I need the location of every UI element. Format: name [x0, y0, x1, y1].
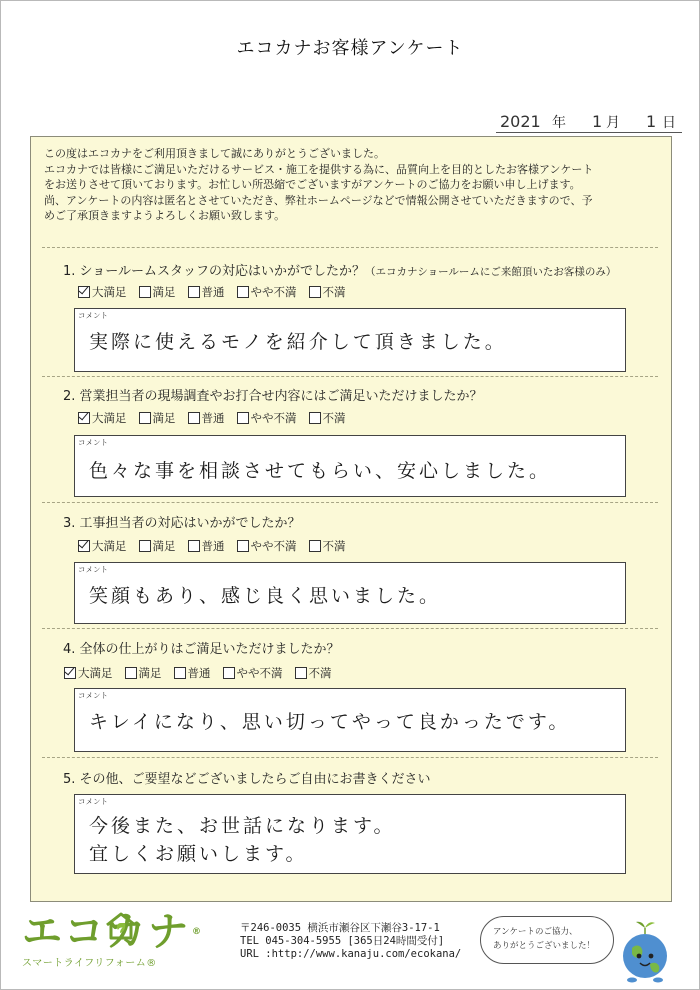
bubble-line: アンケートのご協力、 [493, 927, 578, 937]
question-5-comment-box[interactable] [74, 794, 626, 874]
option-label: 普通 [201, 411, 225, 425]
question-1-comment: 実際に使えるモノを紹介して頂きました。 [89, 331, 507, 353]
checkbox-icon[interactable] [188, 286, 200, 298]
question-2 [63, 385, 483, 404]
logo-tagline: スマートライフリフォーム® [22, 958, 157, 969]
option-5[interactable] [309, 538, 346, 554]
date-year: 2021 [500, 112, 541, 131]
checkbox-icon[interactable] [295, 667, 307, 679]
date-day-label: 日 [662, 115, 676, 131]
bubble-text [493, 925, 595, 953]
option-label: 満足 [152, 285, 176, 299]
question-2-comment-box[interactable] [74, 435, 626, 497]
section-divider [42, 757, 658, 758]
question-1-options [78, 284, 346, 300]
company-address [240, 922, 461, 961]
question-4-comment-box[interactable] [74, 688, 626, 752]
checkbox-icon[interactable] [309, 286, 321, 298]
bubble-line: ありがとうございました！ [493, 941, 596, 951]
intro-text [44, 146, 664, 224]
checkbox-icon[interactable] [237, 286, 249, 298]
question-4-text: 4. 全体の仕上がりはご満足いただけましたか？ [63, 642, 340, 657]
option-5[interactable] [295, 665, 332, 681]
option-4[interactable] [223, 665, 283, 681]
checkbox-icon[interactable] [64, 667, 76, 679]
tel-line: TEL 045-304-5955 [365日24時間受付] [240, 935, 445, 947]
option-label: 普通 [187, 666, 211, 680]
question-4 [63, 638, 340, 657]
checkbox-icon[interactable] [188, 540, 200, 552]
checkbox-icon[interactable] [309, 540, 321, 552]
checkbox-icon[interactable] [188, 412, 200, 424]
logo-registered-mark: ® [192, 927, 203, 937]
comment-label: コメント [78, 565, 108, 574]
checkbox-icon[interactable] [174, 667, 186, 679]
option-1[interactable] [78, 538, 127, 554]
question-1 [63, 260, 616, 279]
question-2-comment: 色々な事を相談させてもらい、安心しました。 [89, 460, 552, 482]
checkbox-icon[interactable] [125, 667, 137, 679]
logo-text: エコカナ [22, 909, 190, 955]
question-3-text: 3. 工事担当者の対応はいかがでしたか？ [63, 516, 301, 531]
question-1-note: （エコカナショールームにご来館頂いたお客様のみ） [365, 266, 617, 278]
comment-label: コメント [78, 797, 108, 806]
address-line: 〒246-0035 横浜市瀬谷区下瀬谷3-17-1 [240, 922, 440, 934]
page-title: エコカナお客様アンケート [236, 38, 464, 59]
option-4[interactable] [237, 284, 297, 300]
section-divider [42, 247, 658, 248]
intro-line: エコカナでは皆様にご満足いただけるサービス・施工を提供する為に、品質向上を目的としたお客様アンケート [44, 162, 594, 176]
option-label: 満足 [138, 666, 162, 680]
comment-label: コメント [78, 691, 108, 700]
option-label: やや不満 [250, 411, 297, 425]
checkbox-icon[interactable] [139, 412, 151, 424]
intro-line: 尚、アンケートの内容は匿名とさせていただき、弊社ホームページなどで情報公開させていただきますので、予 [44, 193, 593, 207]
comment-label: コメント [78, 438, 108, 447]
date-day: 1 [646, 112, 657, 131]
date-month-label: 月 [606, 115, 620, 131]
house-icon [104, 911, 138, 941]
question-5-text: 5. その他、ご要望などございましたらご自由にお書きください [63, 772, 431, 787]
option-3[interactable] [188, 538, 225, 554]
question-5-comment-line-2: 宜しくお願いします。 [89, 843, 308, 865]
checkbox-icon[interactable] [237, 412, 249, 424]
option-2[interactable] [139, 284, 176, 300]
option-3[interactable] [174, 665, 211, 681]
date-field [496, 108, 682, 133]
thanks-speech-bubble [480, 916, 614, 964]
option-label: 大満足 [78, 666, 113, 680]
question-4-options [64, 665, 332, 681]
section-divider [42, 628, 658, 629]
option-5[interactable] [309, 410, 346, 426]
question-3 [63, 512, 301, 531]
checkbox-icon[interactable] [78, 286, 90, 298]
question-3-comment: 笑顔もあり、感じ良く思いました。 [89, 585, 442, 607]
option-label: 不満 [322, 411, 346, 425]
option-label: 不満 [322, 285, 346, 299]
intro-line: めご了承頂きますようよろしくお願い致します。 [44, 209, 286, 222]
option-4[interactable] [237, 410, 297, 426]
question-3-options [78, 538, 346, 554]
intro-line: この度はエコカナをご利用頂きまして誠にありがとうございました。 [44, 147, 385, 160]
option-1[interactable] [78, 410, 127, 426]
option-label: 普通 [201, 285, 225, 299]
section-divider [42, 376, 658, 377]
question-3-comment-box[interactable] [74, 562, 626, 624]
option-1[interactable] [78, 284, 127, 300]
option-2[interactable] [139, 410, 176, 426]
question-2-text: 2. 営業担当者の現場調査やお打合せ内容にはご満足いただけましたか？ [63, 389, 483, 404]
option-5[interactable] [309, 284, 346, 300]
checkbox-icon[interactable] [309, 412, 321, 424]
option-label: 満足 [152, 539, 176, 553]
option-4[interactable] [237, 538, 297, 554]
option-3[interactable] [188, 284, 225, 300]
section-divider [42, 502, 658, 503]
question-2-options [78, 410, 346, 426]
url-line: URL :http://www.kanaju.com/ecokana/ [240, 948, 462, 960]
question-1-text: 1. ショールームスタッフの対応はいかがでしたか？ [63, 264, 366, 279]
earth-mascot-icon [614, 918, 676, 984]
checkbox-icon[interactable] [237, 540, 249, 552]
question-1-comment-box[interactable] [74, 308, 626, 372]
intro-line: をお送りさせて頂いております。お忙しい所恐縮でございますがアンケートのご協力をお願い申し上げます。 [44, 178, 581, 191]
option-label: やや不満 [250, 539, 297, 553]
checkbox-icon[interactable] [139, 540, 151, 552]
option-label: 不満 [308, 666, 332, 680]
option-3[interactable] [188, 410, 225, 426]
date-year-label: 年 [552, 115, 566, 131]
option-2[interactable] [125, 665, 162, 681]
checkbox-icon[interactable] [139, 286, 151, 298]
option-2[interactable] [139, 538, 176, 554]
comment-label: コメント [78, 311, 108, 320]
question-5-comment-line-1: 今後また、お世話になります。 [89, 815, 396, 837]
option-label: やや不満 [236, 666, 283, 680]
option-label: 普通 [201, 539, 225, 553]
option-label: 大満足 [92, 285, 127, 299]
option-label: やや不満 [250, 285, 297, 299]
option-label: 大満足 [92, 539, 127, 553]
option-label: 大満足 [92, 411, 127, 425]
checkbox-icon[interactable] [223, 667, 235, 679]
question-5 [63, 768, 431, 787]
checkbox-icon[interactable] [78, 540, 90, 552]
question-4-comment: キレイになり、思い切ってやって良かったです。 [89, 711, 571, 733]
option-label: 満足 [152, 411, 176, 425]
option-1[interactable] [64, 665, 113, 681]
option-label: 不満 [322, 539, 346, 553]
checkbox-icon[interactable] [78, 412, 90, 424]
date-month: 1 [592, 112, 603, 131]
